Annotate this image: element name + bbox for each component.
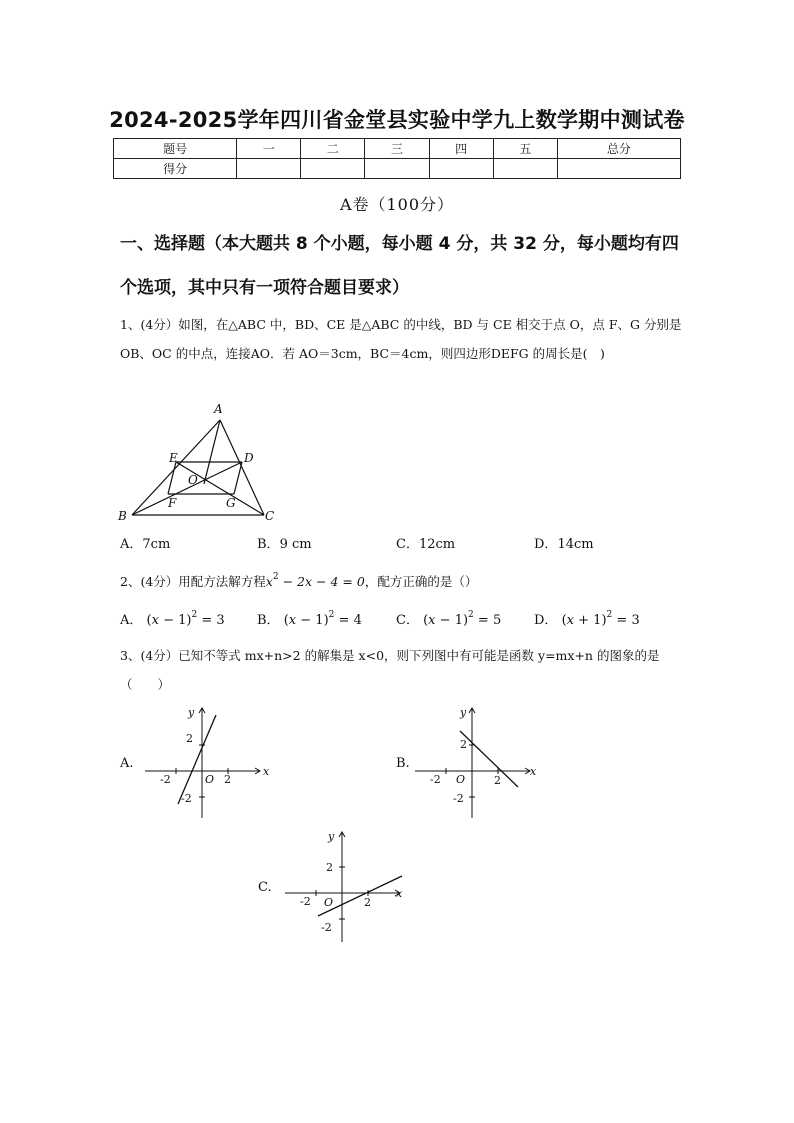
option-text: 14cm [557, 537, 594, 552]
y-label: y [460, 706, 467, 719]
option-key: A． [120, 613, 143, 628]
tick-label: 2 [460, 738, 467, 751]
question-2-text [120, 563, 685, 596]
origin-label: O [205, 773, 215, 786]
question-1-text: 1、(4分）如图，在△ABC 中，BD、CE 是△ABC 的中线，BD 与 CE 相交于点 O，点 F、G 分别是 OB、OC 的中点，连接AO．若 AO＝3cm，BC＝4cm，则四边形DEFG 的周长是( ) [120, 317, 682, 361]
q2-option-b[interactable] [257, 609, 362, 628]
option-key: A． [120, 537, 143, 552]
y-label: y [328, 830, 335, 843]
label-o: O [188, 473, 198, 487]
score-table-score-row [114, 159, 681, 179]
part1-heading: 一、选择题（本大题共 8 个小题，每小题 4 分，共 32 分，每小题均有四个选项，其中只有一项符合题目要求） [120, 234, 679, 298]
score-cell: 一 [237, 139, 301, 159]
label-d: D [244, 451, 254, 465]
q2-text-pre: 2、(4分）用配方法解方程 [120, 574, 266, 589]
score-input-cell[interactable] [301, 159, 365, 179]
score-cell: 四 [429, 139, 493, 159]
option-key: C． [396, 613, 419, 628]
tick-label: -2 [160, 773, 171, 786]
score-input-cell[interactable] [237, 159, 301, 179]
tick-label: 2 [186, 732, 193, 745]
section-a-heading: A卷（100分） [339, 195, 455, 214]
segment-gd [234, 462, 242, 494]
origin-label: O [456, 773, 466, 786]
score-cell: 二 [301, 139, 365, 159]
tick-label: -2 [321, 921, 332, 934]
q1-option-d[interactable] [534, 533, 594, 552]
score-cell: 题号 [114, 139, 237, 159]
score-cell: 得分 [114, 159, 237, 179]
score-input-cell[interactable] [365, 159, 429, 179]
exam-title: 2024-2025学年四川省金堂县实验中学九上数学期中测试卷 [109, 108, 685, 132]
option-key: D． [534, 537, 558, 552]
tick-label: -2 [430, 773, 441, 786]
option-text: 12cm [418, 537, 456, 552]
tick-label: 2 [326, 861, 333, 874]
option-key: D． [534, 613, 558, 628]
q1-triangle-figure [112, 400, 282, 525]
x-label: x [530, 765, 537, 778]
score-input-cell[interactable] [429, 159, 493, 179]
segment-ce [176, 462, 264, 515]
q2-text-post: ，配方正确的是（） [364, 574, 478, 589]
q3-graph-b[interactable] [410, 704, 545, 822]
score-cell: 总分 [557, 139, 680, 159]
option-key: B． [257, 613, 280, 628]
q2-option-a[interactable] [120, 609, 225, 628]
origin-label: O [324, 896, 334, 909]
option-formula: $(x + 1)^2 = 3$ [561, 610, 640, 628]
tick-label: -2 [453, 792, 464, 805]
option-key: C． [396, 537, 419, 552]
y-label: y [188, 706, 195, 719]
score-input-cell[interactable] [493, 159, 557, 179]
option-formula: $(x - 1)^2 = 3$ [146, 610, 225, 628]
label-e: E [169, 451, 178, 465]
option-formula: $(x - 1)^2 = 4$ [283, 610, 362, 628]
q2-equation: $x^2 - 2x - 4 = 0$ [265, 572, 365, 589]
label-a: A [214, 402, 223, 416]
option-text: 9 cm [279, 537, 312, 552]
tick-label: -2 [181, 792, 192, 805]
score-input-cell[interactable] [557, 159, 680, 179]
option-text: 7cm [142, 537, 171, 552]
q2-option-d[interactable] [534, 609, 640, 628]
q2-option-c[interactable] [396, 609, 501, 628]
label-f: F [168, 496, 177, 510]
q3-option-c-key[interactable]: C. [258, 880, 272, 895]
q3-graph-c[interactable] [280, 828, 415, 946]
function-line [178, 715, 216, 804]
function-line [460, 731, 518, 787]
segment-ef [168, 462, 176, 494]
tick-label: -2 [300, 895, 311, 908]
score-table [113, 138, 681, 179]
q3-option-b-key[interactable]: B. [396, 756, 410, 771]
score-table-header-row [114, 139, 681, 159]
q1-option-b[interactable] [257, 533, 312, 552]
score-cell: 五 [493, 139, 557, 159]
tick-label: 2 [364, 896, 371, 909]
label-b: B [118, 509, 127, 523]
q1-option-c[interactable] [396, 533, 455, 552]
q3-graph-a[interactable] [140, 704, 275, 822]
x-label: x [396, 887, 403, 900]
x-label: x [263, 765, 270, 778]
option-formula: $(x - 1)^2 = 5$ [423, 610, 502, 628]
tick-label: 2 [224, 773, 231, 786]
tick-label: 2 [494, 774, 501, 787]
option-key: B． [257, 537, 280, 552]
label-c: C [265, 509, 275, 523]
q3-option-a-key[interactable]: A. [120, 756, 134, 771]
q1-option-a[interactable] [120, 533, 170, 552]
question-3-text: 3、(4分）已知不等式 mx+n>2 的解集是 x<0，则下列图中有可能是函数 y=mx+n 的图象的是（ ） [120, 648, 660, 692]
label-g: G [226, 496, 236, 510]
score-cell: 三 [365, 139, 429, 159]
